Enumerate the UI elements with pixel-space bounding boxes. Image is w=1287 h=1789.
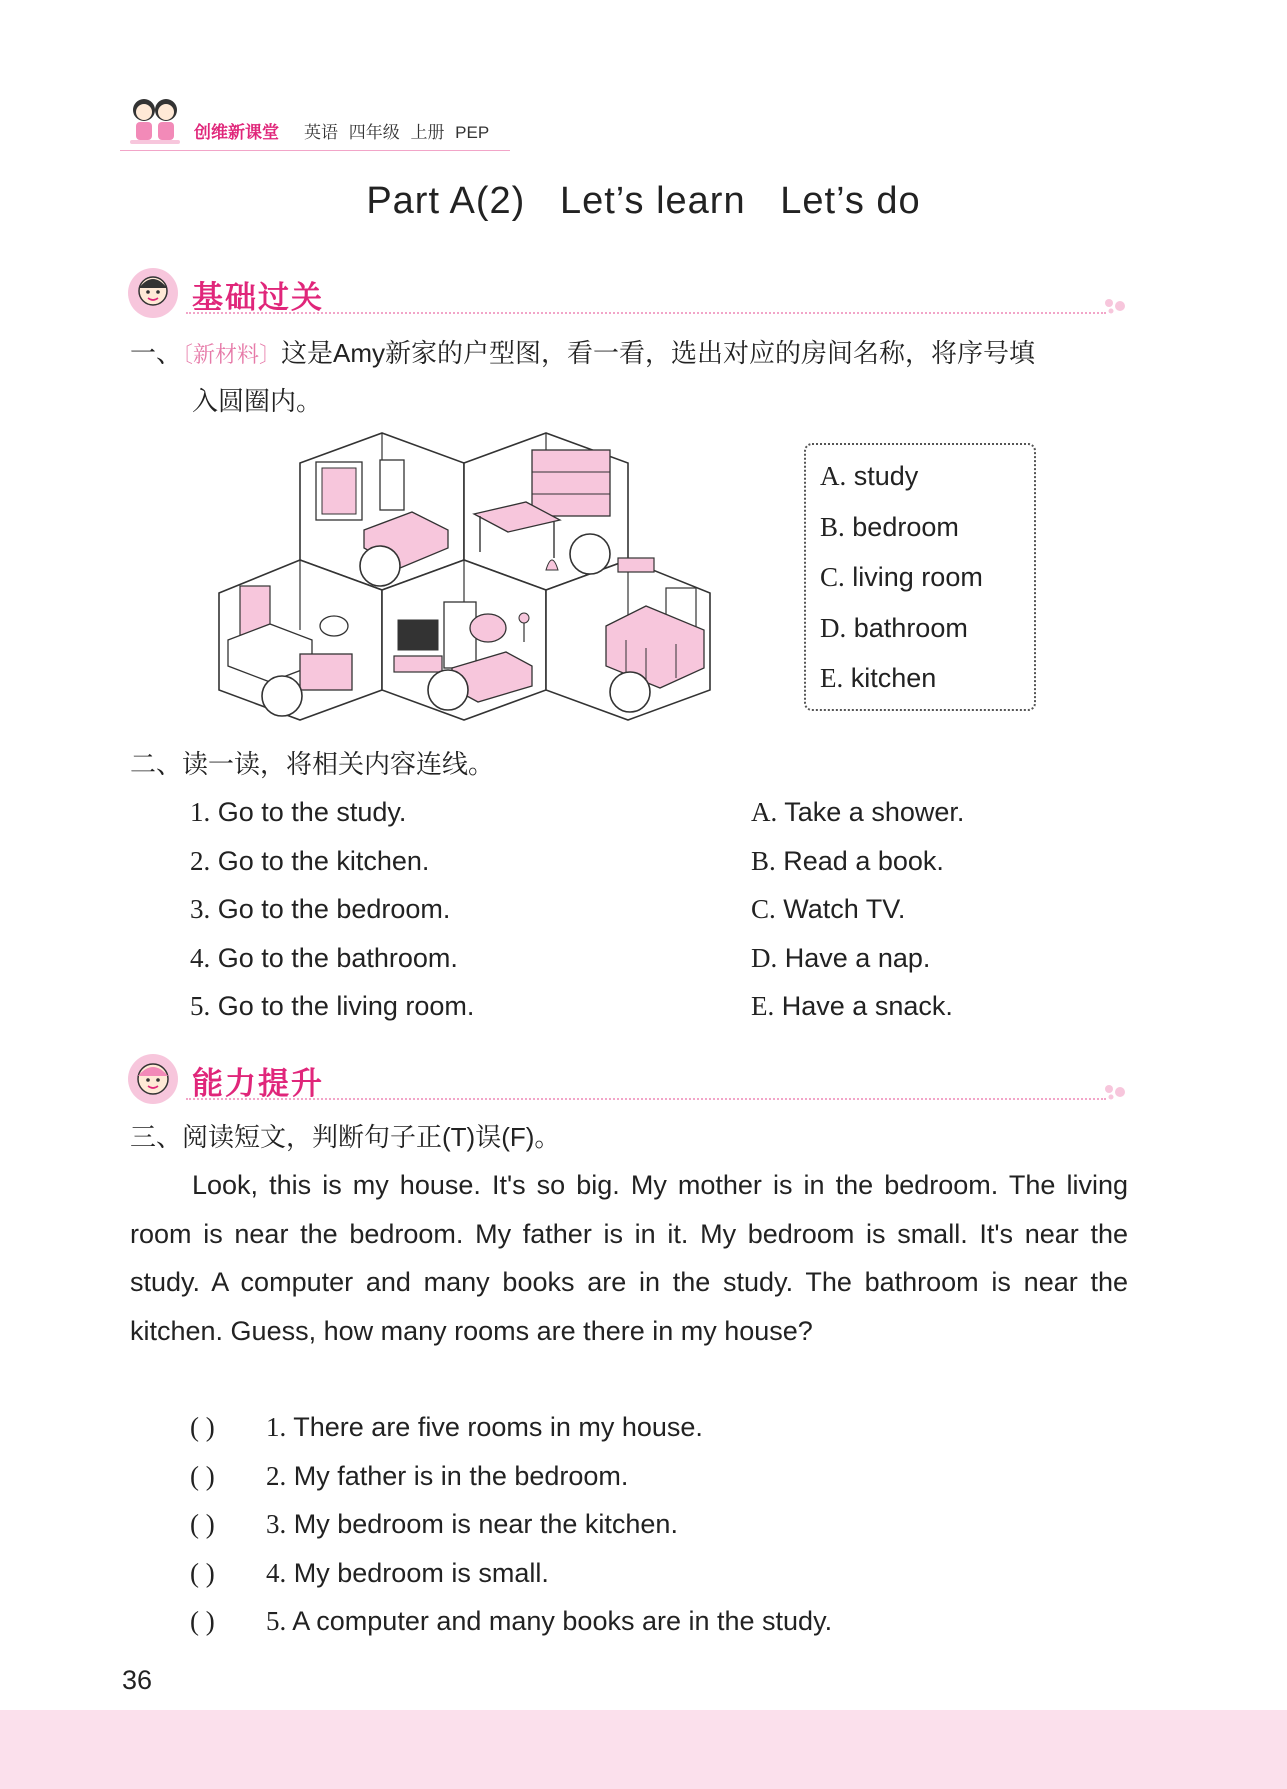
page-title: Part A(2) Let’s learn Let’s do <box>366 180 921 222</box>
decor-dots-icon <box>1104 298 1128 314</box>
q3-text: 阅读短文，判断句子正(T)误(F)。 <box>182 1122 561 1152</box>
q2-text: 读一读，将相关内容连线。 <box>182 749 495 779</box>
q1-instructions <box>130 329 1130 379</box>
match-right-column <box>751 788 964 1031</box>
q1-text-line1: 这是Amy新家的户型图，看一看，选出对应的房间名称，将序号填 <box>281 338 1036 368</box>
section-divider <box>186 1098 1106 1100</box>
book-info: 英语 四年级 上册 PEP <box>304 123 490 142</box>
section-title-basic: 基础过关 <box>192 280 324 315</box>
tf-item: ( ) 3. My bedroom is near the kitchen. <box>190 1500 832 1549</box>
decor-dots-icon <box>1104 1084 1128 1100</box>
match-right-item: D. Have a nap. <box>751 942 931 973</box>
q1-text-line2: 入圆圈内。 <box>192 386 323 416</box>
answer-blank[interactable]: ( ) <box>190 1412 215 1442</box>
header-divider <box>120 150 510 151</box>
option-a: A. study <box>820 461 919 491</box>
match-left-item: 5. Go to the living room. <box>190 991 475 1021</box>
q3-number: 三、 <box>130 1122 183 1152</box>
tf-item: ( ) 4. My bedroom is small. <box>190 1549 832 1598</box>
answer-blank[interactable]: ( ) <box>190 1460 215 1491</box>
section-title-advanced: 能力提升 <box>192 1066 324 1101</box>
match-right-item: C. Watch TV. <box>751 894 906 924</box>
answer-blank[interactable]: ( ) <box>190 1557 215 1588</box>
girl-mascot-icon <box>126 266 180 320</box>
match-left-item: 2. Go to the kitchen. <box>190 845 430 876</box>
match-right-item: B. Read a book. <box>751 845 944 876</box>
page-number: 36 <box>122 1665 153 1695</box>
answer-blank[interactable]: ( ) <box>190 1606 215 1636</box>
tf-item: ( ) 1. There are five rooms in my house. <box>190 1403 832 1452</box>
q3-instructions <box>130 1113 560 1161</box>
match-left-column <box>190 788 474 1031</box>
option-e: E. kitchen <box>820 663 937 693</box>
q1-number: 一、 <box>130 338 183 368</box>
match-left-item: 1. Go to the study. <box>190 797 407 827</box>
match-right-item: A. Take a shower. <box>751 797 965 827</box>
answer-blank[interactable]: ( ) <box>190 1509 215 1539</box>
q1-tag: 〔新材料〕 <box>182 342 282 367</box>
q2-number: 二、 <box>130 749 183 779</box>
q2-instructions <box>130 740 494 788</box>
tf-item: ( ) 5. A computer and many books are in the study. <box>190 1597 832 1646</box>
footer-band <box>0 1710 1287 1789</box>
section-divider <box>186 312 1106 314</box>
reading-passage: Look, this is my house. It's so big. My mother is in the bedroom. The living room is near the bedroom. My father is in it. My bedroom is small. It's near the study. A computer and many books are in the study. The bathroom is near the kitchen. Guess, how many rooms are there in my house? <box>130 1170 1128 1346</box>
true-false-list <box>190 1403 832 1646</box>
option-d: D. bathroom <box>820 612 968 643</box>
option-b: B. bedroom <box>820 511 959 542</box>
brand-name: 创维新课堂 <box>194 123 279 142</box>
house-floorplan-illustration <box>216 430 712 722</box>
tf-item: ( ) 2. My father is in the bedroom. <box>190 1452 832 1501</box>
option-c: C. living room <box>820 562 983 592</box>
match-left-item: 4. Go to the bathroom. <box>190 942 458 973</box>
girl-mascot-icon <box>126 1052 180 1106</box>
kids-logo-icon <box>126 90 186 148</box>
match-left-item: 3. Go to the bedroom. <box>190 894 451 924</box>
match-right-item: E. Have a snack. <box>751 991 953 1021</box>
room-options-box <box>804 443 1036 711</box>
